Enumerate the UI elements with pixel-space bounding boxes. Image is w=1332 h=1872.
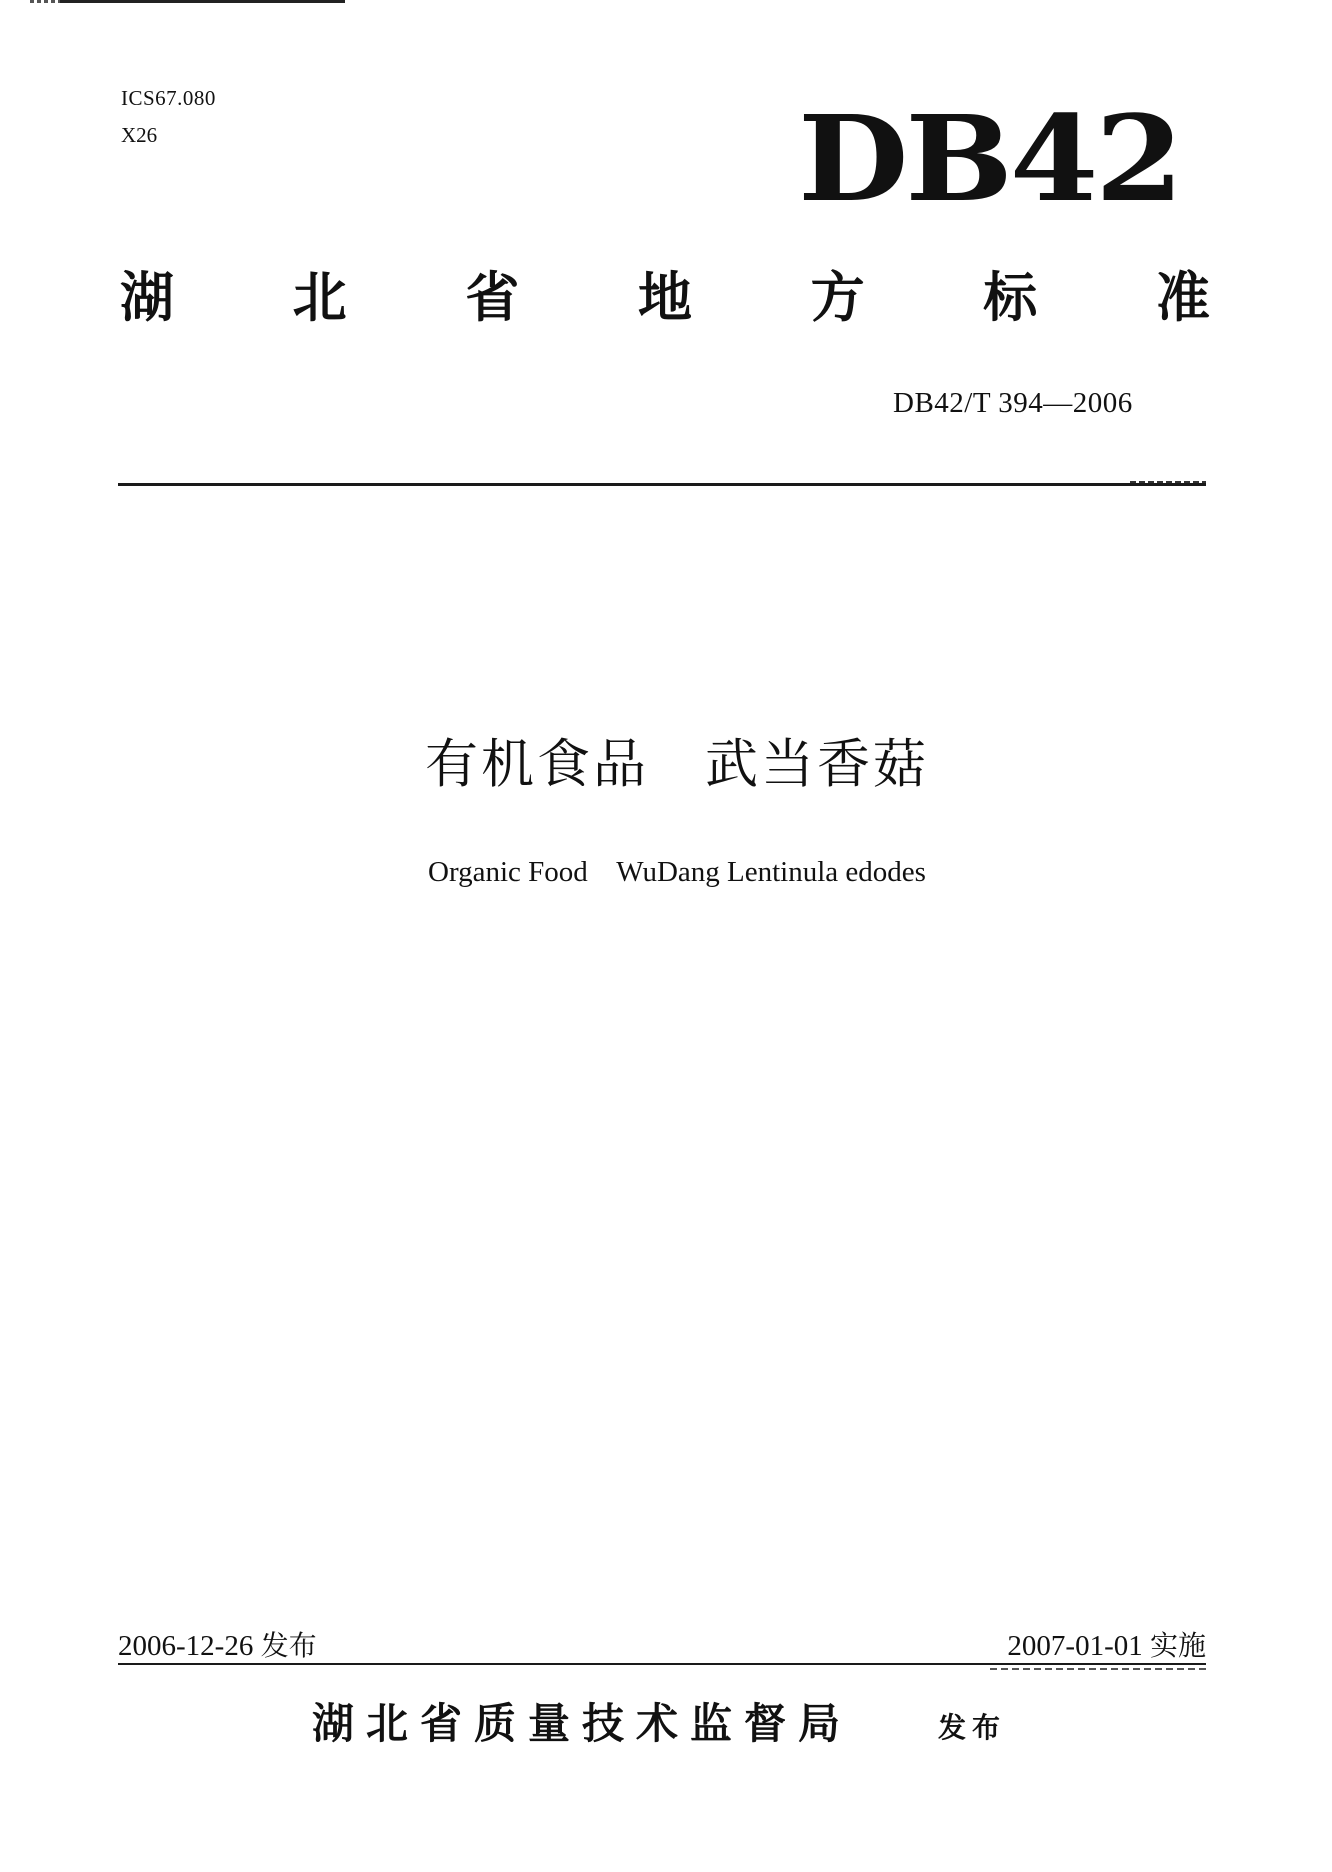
bottom-divider xyxy=(118,1663,1206,1665)
implementation-date-line xyxy=(1007,1624,1206,1664)
heading-char: 准 xyxy=(1155,266,1210,329)
issuing-authority-suffix: 发布 xyxy=(938,1711,1007,1744)
issue-date: 2006-12-26 xyxy=(118,1630,254,1662)
standard-number: DB42/T 394—2006 xyxy=(893,387,1133,419)
heading-char: 标 xyxy=(983,266,1038,329)
issue-label: 发布 xyxy=(260,1629,317,1662)
heading-char: 北 xyxy=(292,266,347,329)
heading-char: 湖 xyxy=(120,266,174,329)
standard-type-heading xyxy=(120,268,1210,328)
title-chinese: 有机食品 武当香菇 xyxy=(425,734,929,795)
implementation-label: 实施 xyxy=(1149,1629,1206,1662)
heading-char: 地 xyxy=(637,266,692,329)
top-divider-tail xyxy=(1130,481,1206,483)
issuing-authority: 湖北省质量技术监督局 xyxy=(312,1699,853,1748)
top-divider xyxy=(118,483,1206,486)
scan-artifact-line xyxy=(60,0,345,3)
classification-code: X26 xyxy=(121,123,158,147)
heading-char: 省 xyxy=(465,266,520,329)
implementation-date: 2007-01-01 xyxy=(1007,1630,1143,1662)
db42-logo: DB42 xyxy=(798,89,1181,228)
issue-date-line xyxy=(118,1624,317,1664)
bottom-divider-tail xyxy=(990,1668,1206,1670)
heading-char: 方 xyxy=(810,266,865,329)
ics-code: ICS67.080 xyxy=(121,86,216,110)
title-english: Organic Food WuDang Lentinula edodes xyxy=(428,856,926,888)
